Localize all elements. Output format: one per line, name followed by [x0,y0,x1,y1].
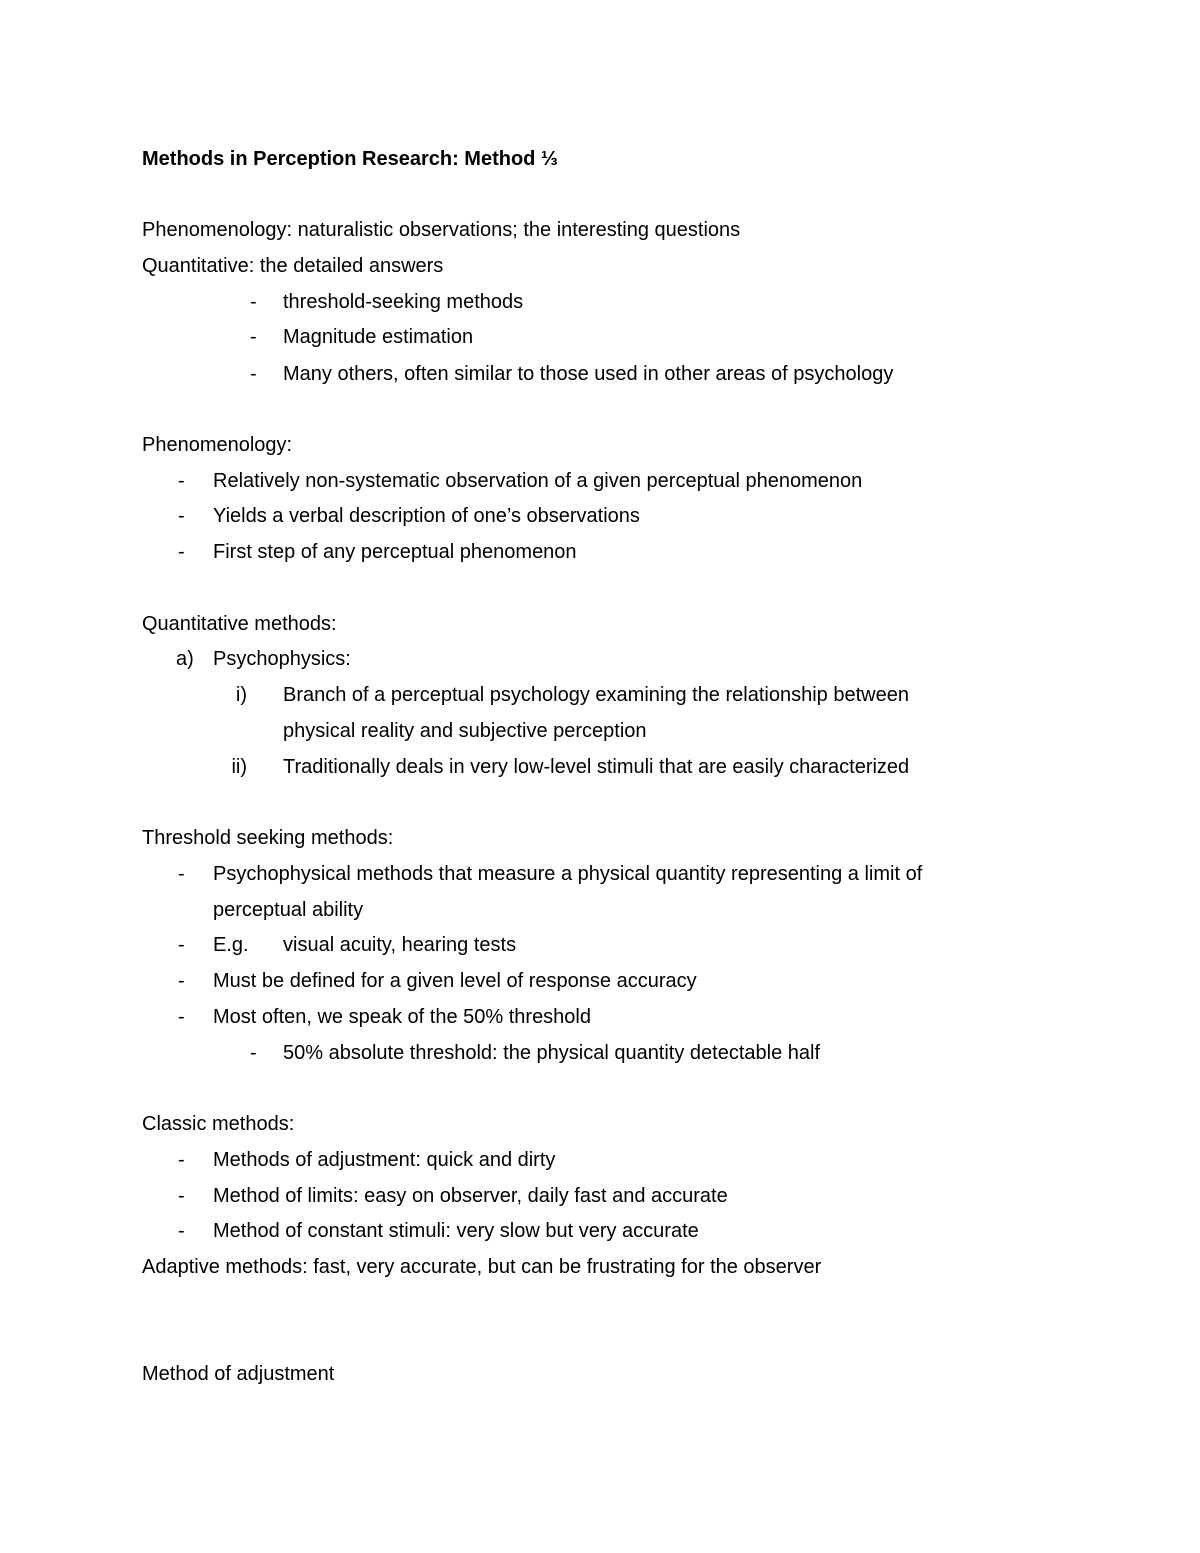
list-dash: - [178,505,185,527]
intro-item-many-others: Many others, often similar to those used in other areas of psychology [283,363,894,385]
classic-heading: Classic methods: [142,1113,295,1135]
classic-item: Methods of adjustment: quick and dirty [213,1149,556,1171]
intro-item-magnitude: Magnitude estimation [283,326,474,348]
intro-quantitative-line: Quantitative: the detailed answers [142,255,444,277]
threshold-item: Must be defined for a given level of response accuracy [213,970,697,992]
list-dash: - [178,934,185,956]
phenomenology-item: First step of any perceptual phenomenon [213,541,577,563]
threshold-item-line1: Psychophysical methods that measure a physical quantity representing a limit of [213,863,923,885]
list-dash: - [178,863,185,885]
psychophysics-label: Psychophysics: [213,648,351,670]
list-dash: - [178,970,185,992]
list-dash: - [178,1149,185,1171]
intro-phenomenology-line: Phenomenology: naturalistic observations; the interesting questions [142,219,741,241]
list-dash: - [178,1006,185,1028]
intro-item-threshold-seeking: threshold-seeking methods [283,291,524,313]
classic-item: Method of limits: easy on observer, daily fast and accurate [213,1185,728,1207]
psychophysics-item-i-line1: Branch of a perceptual psychology examining the relationship between [283,684,909,706]
list-dash: - [250,326,257,348]
threshold-eg-label: E.g. [213,934,249,956]
threshold-heading: Threshold seeking methods: [142,827,394,849]
list-marker-ii: ii) [231,756,247,778]
classic-item: Method of constant stimuli: very slow but very accurate [213,1220,699,1242]
document-title: Methods in Perception Research: Method ⅓ [142,148,558,170]
list-dash: - [250,291,257,313]
list-dash: - [250,1042,257,1064]
list-marker-a: a) [176,648,194,670]
method-of-adjustment-heading: Method of adjustment [142,1363,335,1385]
list-dash: - [178,470,185,492]
threshold-item-line2: perceptual ability [213,899,364,921]
list-dash: - [178,1185,185,1207]
threshold-item: Most often, we speak of the 50% threshold [213,1006,591,1028]
threshold-sub-item: 50% absolute threshold: the physical quantity detectable half [283,1042,821,1064]
list-marker-i: i) [235,684,247,706]
threshold-eg-text: visual acuity, hearing tests [283,934,517,956]
adaptive-methods-line: Adaptive methods: fast, very accurate, but can be frustrating for the observer [142,1256,822,1278]
phenomenology-item: Yields a verbal description of one’s observations [213,505,640,527]
list-dash: - [178,1220,185,1242]
quantitative-heading: Quantitative methods: [142,613,337,635]
psychophysics-item-ii: Traditionally deals in very low-level stimuli that are easily characterized [283,756,910,778]
list-dash: - [250,363,257,385]
phenomenology-heading: Phenomenology: [142,434,293,456]
psychophysics-item-i-line2: physical reality and subjective perception [283,720,647,742]
list-dash: - [178,541,185,563]
phenomenology-item: Relatively non-systematic observation of a given perceptual phenomenon [213,470,863,492]
